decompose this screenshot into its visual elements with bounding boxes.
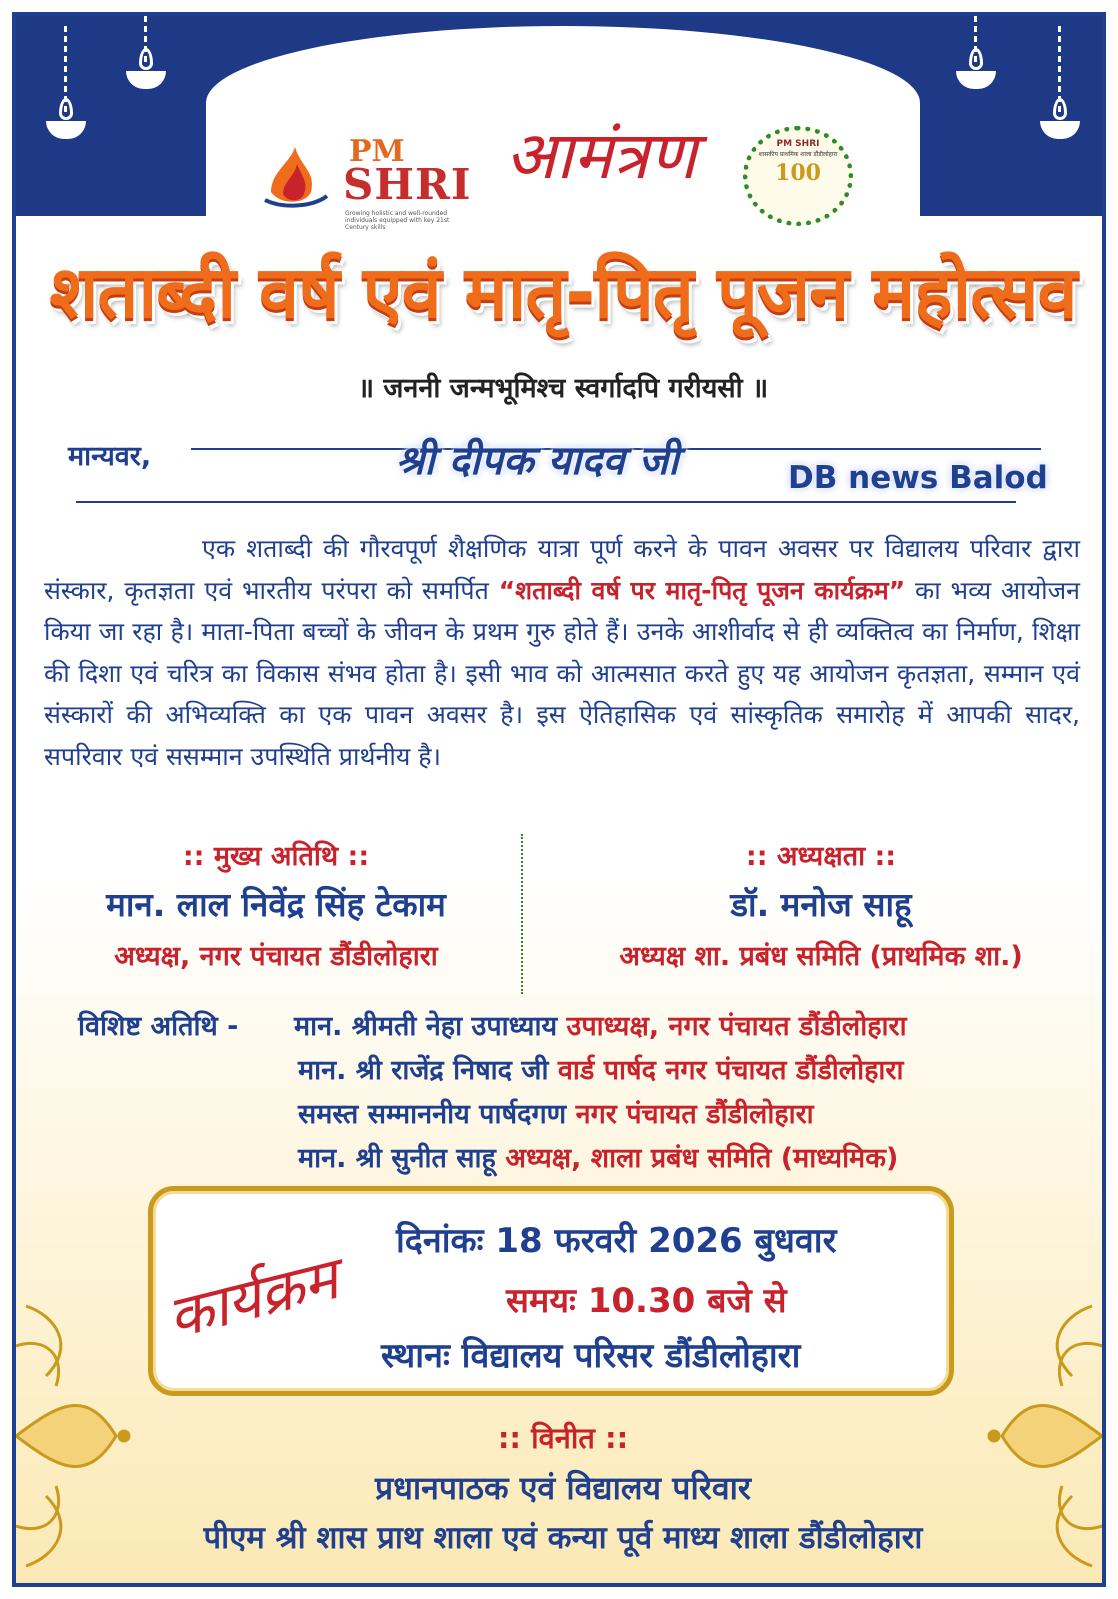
special-guest-row	[298, 1138, 898, 1175]
hanging-lamp-icon	[1030, 26, 1090, 186]
guest-name: श्री दीपक यादव जी	[396, 438, 679, 484]
presidency-section	[551, 836, 1091, 973]
seal-number: 100	[775, 160, 821, 186]
body-text-part1: एक शताब्दी की गौरवपूर्ण शैक्षणिक यात्रा पूर्ण करने के पावन अवसर पर विद्यालय परिवार द्वारा संस्कार, कृतज्ञता एवं भारतीय परंपरा को समर्पित	[44, 534, 1080, 605]
special-guest-row	[294, 1006, 907, 1043]
column-divider	[521, 834, 523, 994]
presidency-name: डॉ. मनोज साहू	[730, 885, 912, 924]
seal-school-text: शासकीय प्राथमिक शाला डौंडीलोहारा	[758, 151, 838, 158]
vinit-heading: :: विनीत ::	[497, 1421, 629, 1455]
hanging-lamp-icon	[36, 26, 96, 186]
chief-guest-section	[36, 836, 516, 973]
special-guest-name: मान. श्री सुनीत साहू	[298, 1143, 496, 1174]
special-guest-name: समस्त सम्माननीय पार्षदगण	[298, 1099, 567, 1130]
special-guest-name: मान. श्रीमती नेहा उपाध्याय	[294, 1011, 558, 1042]
centenary-seal	[743, 126, 853, 226]
page-title: शताब्दी वर्ष एवं मातृ-पितृ पूजन महोत्सव	[49, 250, 1077, 334]
special-guest-role: नगर पंचायत डौंडीलोहारा	[575, 1099, 814, 1130]
hanging-lamp-icon	[116, 12, 176, 136]
guest-tag: DB news Balod	[788, 460, 1048, 496]
body-text-part2: का भव्य आयोजन किया जा रहा है। माता-पिता बच्चों के जीवन के प्रथम गुरु होते हैं। उनके आशीर्वाद से ही व्यक्तित्व का निर्माण, शिक्षा की दिशा एवं चरित्र का विकास संभव होता है। इसी भाव को आत्मसात करते हुए यह आयोजन कृतज्ञता, सम्मान एवं संस्कारों की अभिव्यक्ति का एक पावन अवसर है। इस ऐतिहासिक एवं सांस्कृतिक समारोह में आपकी सादर, सपरिवार एवं ससम्मान उपस्थिति प्रार्थनीय है।	[44, 575, 1080, 771]
presidency-heading: :: अध्यक्षता ::	[745, 841, 897, 872]
program-date: दिनांकः 18 फरवरी 2026 बुधवार	[396, 1221, 837, 1261]
sender-line-1: प्रधानपाठक एवं विद्यालय परिवार	[375, 1469, 751, 1507]
special-guest-role: वार्ड पार्षद नगर पंचायत डौंडीलोहारा	[557, 1055, 904, 1086]
invitation-body	[44, 528, 1080, 777]
program-time: समयः 10.30 बजे से	[506, 1281, 787, 1321]
heading-word: आमंत्रण	[505, 117, 697, 194]
body-highlight: “शताब्दी वर्ष पर मातृ-पितृ पूजन कार्यक्रम”	[498, 575, 906, 605]
chief-guest-heading: :: मुख्य अतिथि ::	[182, 841, 370, 872]
chief-guest-name: मान. लाल निवेंद्र सिंह टेकाम	[106, 885, 446, 924]
special-guest-label: विशिष्ट अतिथि -	[78, 1011, 239, 1042]
special-guest-role: अध्यक्ष, शाला प्रबंध समिति (माध्यमिक)	[505, 1143, 899, 1174]
name-underline	[76, 501, 1016, 503]
logo-tagline: Growing holistic and well-rounded individuals equipped with key 21st Century skills	[345, 210, 450, 231]
pm-shri-flame-icon	[261, 142, 331, 212]
chief-guest-designation: अध्यक्ष, नगर पंचायत डौंडीलोहारा	[114, 941, 438, 972]
seal-top-text: PM SHRI	[776, 139, 820, 149]
special-guest-role: उपाध्यक्ष, नगर पंचायत डौंडीलोहारा	[566, 1011, 907, 1042]
logo-pm-text: PM	[349, 134, 405, 169]
sender-line-2: पीएम श्री शास प्राथ शाला एवं कन्या पूर्व माध्य शाला डौंडीलोहारा	[203, 1520, 923, 1556]
program-place: स्थानः विद्यालय परिसर डौंडीलोहारा	[381, 1336, 801, 1376]
special-guest-name: मान. श्री राजेंद्र निषाद जी	[298, 1055, 549, 1086]
invitation-card	[12, 12, 1106, 1587]
presidency-designation: अध्यक्ष शा. प्रबंध समिति (प्राथमिक शा.)	[619, 941, 1023, 972]
subtitle: ॥ जननी जन्मभूमिश्च स्वर्गादपि गरीयसी ॥	[357, 373, 769, 404]
hanging-lamp-icon	[946, 12, 1006, 136]
special-guest-row	[298, 1094, 814, 1131]
logo-shri-text: SHRI	[343, 160, 472, 209]
salutation: मान्यवर,	[68, 441, 152, 472]
pm-shri-logo	[261, 134, 472, 231]
special-guest-row	[298, 1050, 903, 1087]
program-label: कार्यक्रम	[160, 1244, 345, 1352]
